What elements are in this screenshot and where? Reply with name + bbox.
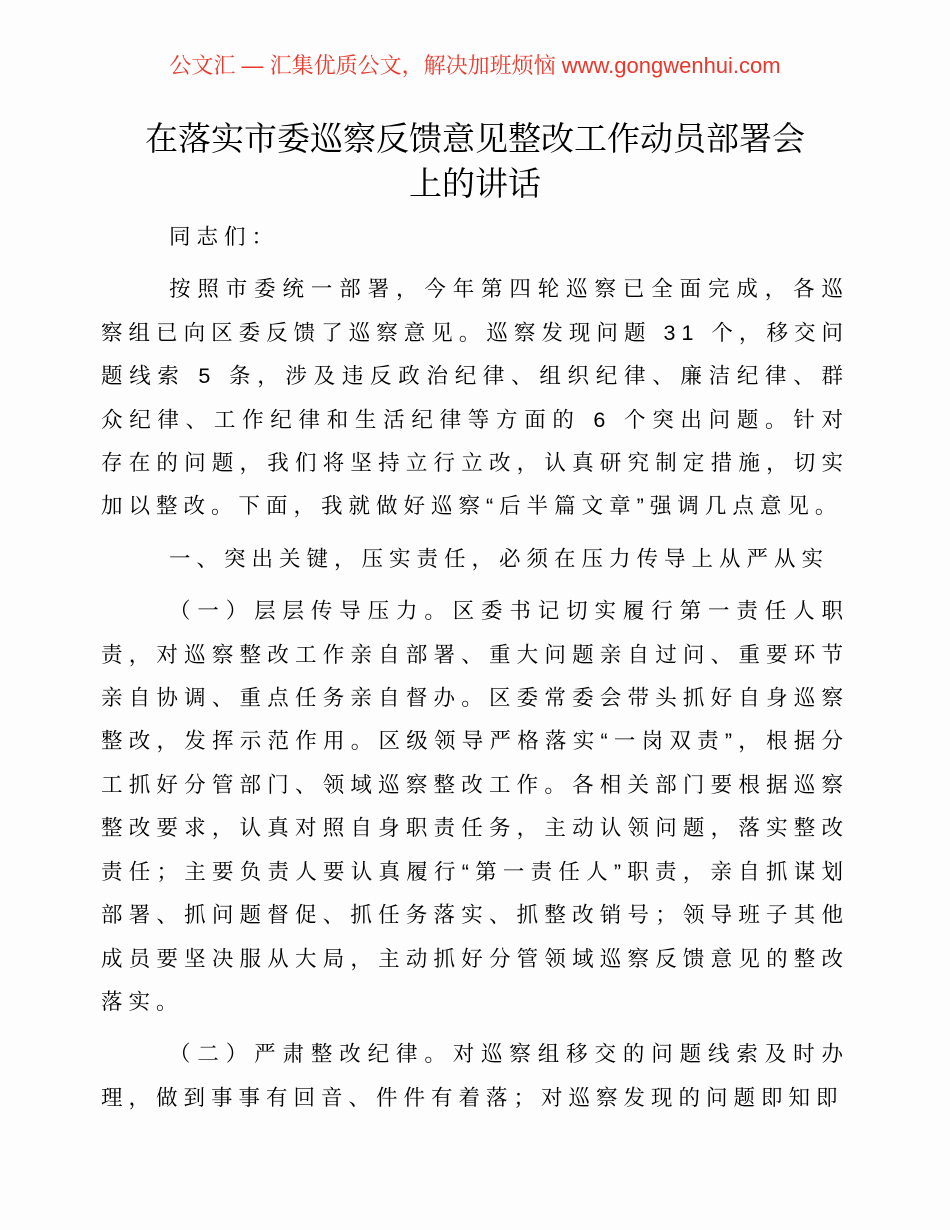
paragraph-intro: 按照市委统一部署，今年第四轮巡察已全面完成，各巡察组已向区委反馈了巡察意见。巡察发现问题 31 个，移交问题线索 5 条，涉及违反政治纪律、组织纪律、廉洁纪律、群众纪律、工作纪律和生活纪律等方面的 6 个突出问题。针对存在的问题，我们将坚持立行立改，认真研究制定措施，切实加以整改。下面，我就做好巡察“后半篇文章”强调几点意见。 xyxy=(101,277,849,519)
paragraph-section-1-2: （二）严肃整改纪律。对巡察组移交的问题线索及时办理，做到事事有回音、件件有着落；对巡察发现的问题即知即 xyxy=(101,1042,849,1110)
document-body xyxy=(101,216,849,1120)
watermark-header: 公文汇 — 汇集优质公文，解决加班烦恼 www.gongwenhui.com xyxy=(169,53,781,78)
section-heading-1: 一、突出关键，压实责任，必须在压力传导上从严从实 xyxy=(169,546,830,571)
page-title: 在落实市委巡察反馈意见整改工作动员部署会上的讲话 xyxy=(145,120,805,202)
paragraph-salutation: 同志们： xyxy=(169,225,280,249)
paragraph-section-1-1: （一）层层传导压力。区委书记切实履行第一责任人职责，对巡察整改工作亲自部署、重大问题亲自过问、重要环节亲自协调、重点任务亲自督办。区委常委会带头抓好自身巡察整改，发挥示范作用。区级领导严格落实“一岗双责”，根据分工抓好分管部门、领域巡察整改工作。各相关部门要根据巡察整改要求，认真对照自身职责任务，主动认领问题，落实整改责任；主要负责人要认真履行“第一责任人”职责，亲自抓谋划部署、抓问题督促、抓任务落实、抓整改销号；领导班子其他成员要坚决服从大局，主动抓好分管领域巡察反馈意见的整改落实。 xyxy=(101,599,849,1014)
